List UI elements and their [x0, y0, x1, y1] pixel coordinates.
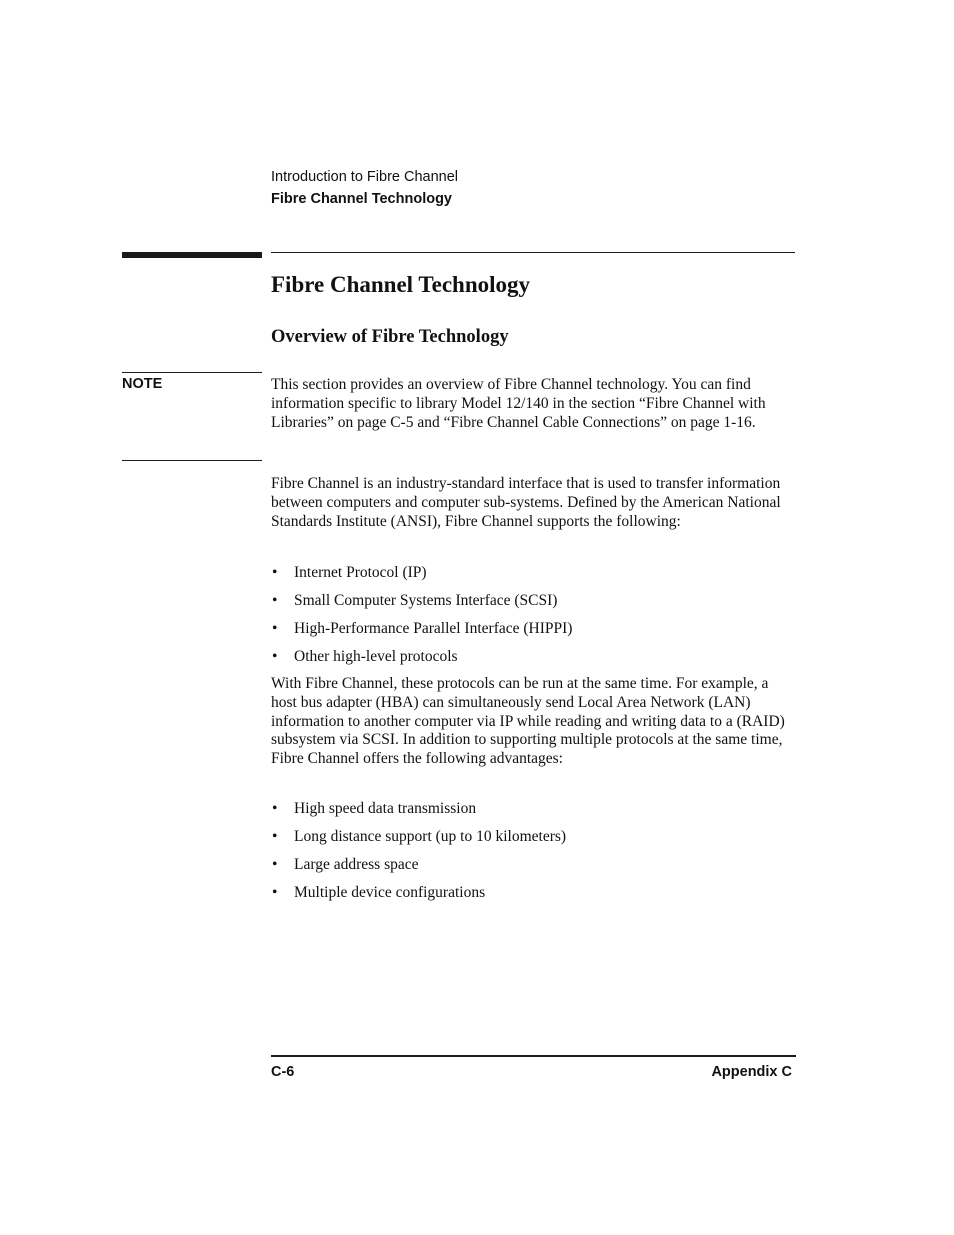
list-item: • Multiple device configurations [272, 884, 486, 901]
section-title: Overview of Fibre Technology [271, 327, 509, 347]
footer-section: Appendix C [711, 1064, 792, 1080]
intro-paragraph: Fibre Channel is an industry-standard interface that is used to transfer information between computers and computer sub-systems. Defined by the American National Standards Institute (ANSI), Fibre Channel supports the following: [271, 475, 781, 530]
bullet-icon: • [272, 620, 278, 637]
note-label: NOTE [122, 376, 163, 392]
margin-thick-rule [122, 252, 262, 258]
list-item: • Large address space [272, 856, 419, 873]
protocol-list [271, 563, 795, 675]
list-item: • Other high-level protocols [272, 648, 458, 665]
list-item: • High-Performance Parallel Interface (HIPPI) [272, 620, 573, 637]
page-title: Fibre Channel Technology [271, 272, 531, 297]
note-rule-bottom [122, 460, 262, 461]
bullet-icon: • [272, 564, 278, 581]
bullet-icon: • [272, 648, 278, 665]
page-number: C-6 [271, 1064, 295, 1080]
list-item: • Internet Protocol (IP) [272, 564, 427, 581]
bullet-icon: • [272, 828, 278, 845]
note-rule-top [122, 372, 262, 373]
list-item: • Small Computer Systems Interface (SCSI) [272, 592, 558, 609]
footer-rule [271, 1055, 796, 1057]
advantages-list [271, 799, 795, 911]
note-text: This section provides an overview of Fibre Channel technology. You can find information specific to library Model 12/140 in the section “Fibre Channel with Libraries” on page C-5 and “Fibre Channel Cable Connections” on page 1-16. [271, 376, 766, 431]
list-item: • High speed data transmission [272, 800, 477, 817]
running-head-chapter: Introduction to Fibre Channel [271, 169, 458, 185]
running-head-section: Fibre Channel Technology [271, 191, 452, 207]
bullet-icon: • [272, 856, 278, 873]
advantages-paragraph: With Fibre Channel, these protocols can be run at the same time. For example, a host bus adapter (HBA) can simultaneously send Local Area Network (LAN) information to another computer via IP while reading and writing data to a (RAID) subsystem via SCSI. In addition to supporting multiple protocols at the same time, Fibre Channel offers the following advantages: [271, 675, 785, 768]
bullet-icon: • [272, 884, 278, 901]
running-head [271, 166, 458, 210]
bullet-icon: • [272, 800, 278, 817]
heading-rule [271, 252, 795, 253]
bullet-icon: • [272, 592, 278, 609]
list-item: • Long distance support (up to 10 kilometers) [272, 828, 567, 845]
